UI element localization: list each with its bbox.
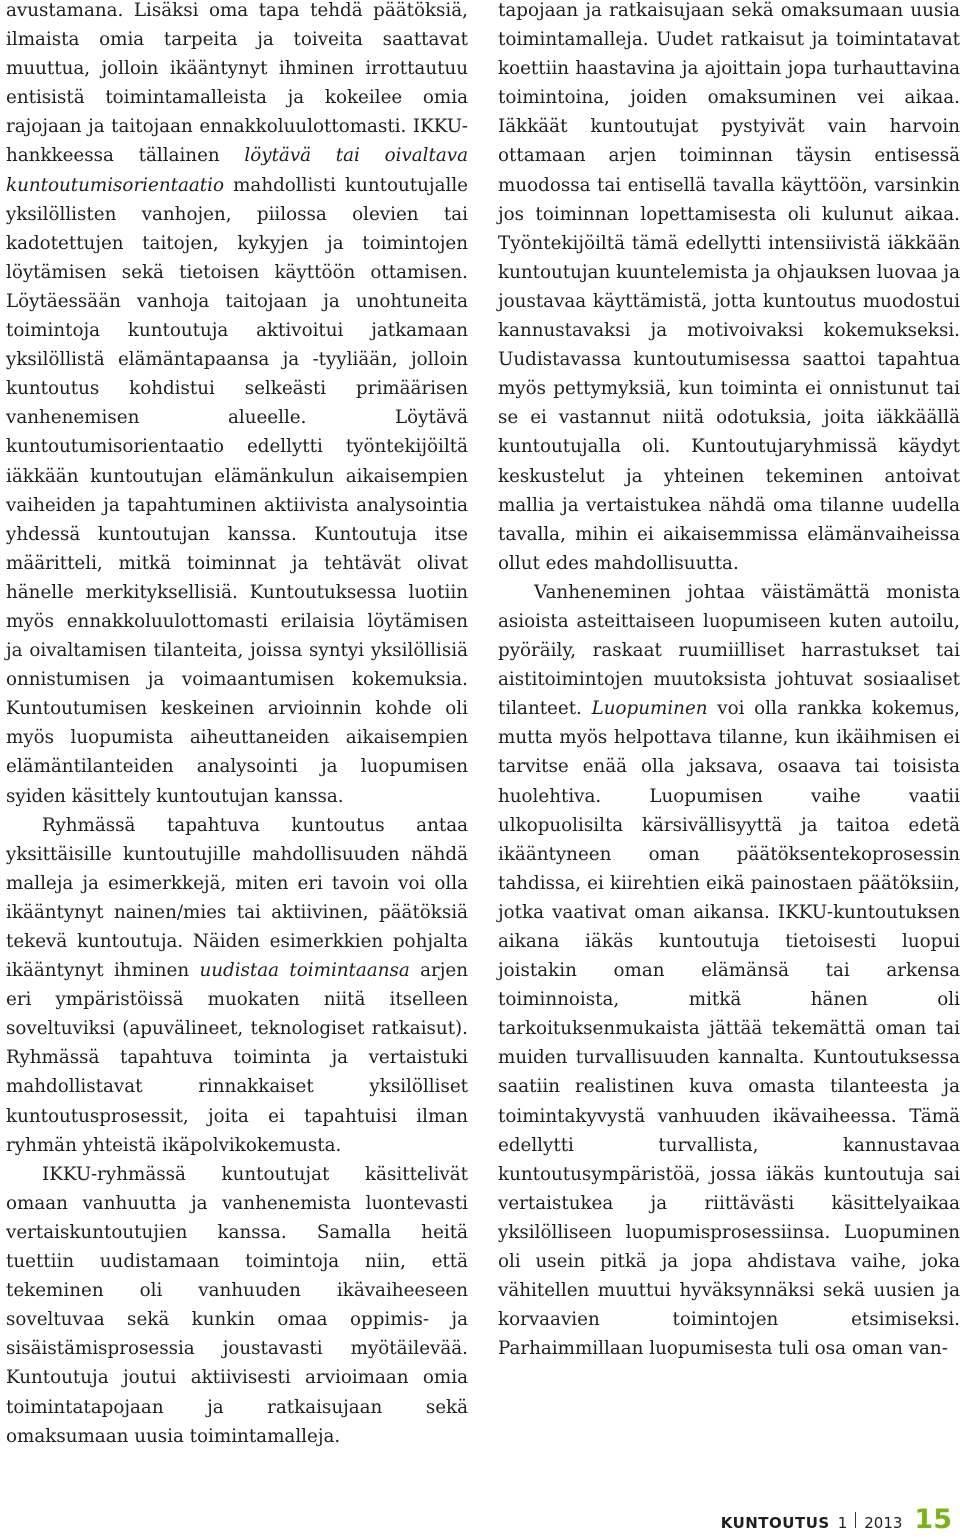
issue-number: 1 (837, 1514, 848, 1532)
paragraph (498, 578, 960, 1364)
italic-term: Luopuminen (591, 698, 708, 720)
left-column (6, 0, 468, 1451)
text-run: tapojaan ja ratkaisujaan sekä omaksumaan uusia toimintamalleja. Uudet ratkaisut ja toimintatavat koettiin haastavina ja ajoittain jopa turhauttavina toimintoina, joiden omaksuminen vei aikaa. Iäkkäät kuntoutujat pystyivät vain harvoin ottamaan arjen toiminnan täysin entisessä muodossa tai entisellä tavalla käyttöön, varsinkin jos toiminnan lopettamisesta oli kulunut aikaa. Työntekijöiltä tämä edellytti intensiivistä iäkkään kuntoutujan kuuntelemista ja ohjauksen luovaa ja joustavaa käyttämistä, jotta kuntoutus muodostui kannustavaksi ja motivoivaksi kokemukseksi. Uudistavassa kuntoutumisessa saattoi tapahtua myös pettymyksiä, kun toiminta ei onnistunut tai se ei vastannut niitä odotuksia, joita iäkkäällä kuntoutujalla oli. Kuntoutujaryhmissä käydyt keskustelut ja yhteinen tekeminen antoivat mallia ja vertaistukea nähdä oma tilanne uudella tavalla, mihin ei aikaisemmissa elämänvaiheissa ollut edes mahdollisuutta. (498, 0, 960, 574)
italic-term: löytävä tai oivaltava kuntoutumisorientaatio (6, 145, 468, 196)
text-run: arjen eri ympäristöissä muokaten niitä itselleen soveltuviksi (apuvälineet, teknologiset ratkaisut). Ryhmässä tapahtuva toiminta ja vertaistuki mahdollistavat rinnakkaiset yksilölliset kuntoutusprosessit, joita ei tapahtuisi ilman ryhmän yhteistä ikäpolvikokemusta. (6, 960, 468, 1156)
page-number: 15 (914, 1504, 952, 1535)
text-run: mahdollisti kuntoutujalle yksilöllisten vanhojen, piilossa olevien tai kadotettujen taitojen, kykyjen ja toimintojen löytämisen sekä tietoisen käyttöön ottamisen. Löytäessään vanhoja taitojaan ja unohtuneita toimintoja kuntoutuja aktivoitui jatkamaan yksilöllistä elämäntapaansa ja -tyyliään, jolloin kuntoutus kohdistui selkeästi primäärisen vanhenemisen alueelle. Löytävä kuntoutumisorientaatio edellytti työntekijöiltä iäkkään kuntoutujan elämänkulun aikaisempien vaiheiden ja tapahtuminen aktiivista analysointia yhdessä kuntoutujan kanssa. Kuntoutuja itse määritteli, mitkä toiminnat ja tehtävät olivat hänelle merkityksellisiä. Kuntoutuksessa luotiin myös ennakkoluulottomasti erilaisia löytämisen ja oivaltamisen tilanteita, joissa syntyi yksilöllisiä onnistumisen ja voimaantumisen kokemuksia. Kuntoutumisen keskeinen arvioinnin kohde oli myös luopumista aiheuttaneiden aikaisempien elämäntilanteiden analysointi ja luopumisen syiden käsittely kuntoutujan kanssa. (6, 174, 468, 807)
paragraph (498, 0, 960, 578)
issue-year: 2013 (864, 1514, 903, 1532)
text-run: Ryhmässä tapahtuva kuntoutus antaa yksittäisille kuntoutujille mahdollisuuden nähdä malleja ja esimerkkejä, miten eri tavoin voi olla ikääntynyt nainen/mies tai aktiivinen, päätöksiä tekevä kuntoutuja. Näiden esimerkkien pohjalta ikääntynyt ihminen (6, 814, 468, 982)
text-run: IKKU-ryhmässä kuntoutujat käsittelivät omaan vanhuutta ja vanhenemista luontevasti vertaiskuntoutujien kanssa. Samalla heitä tuettiin uudistamaan toimintoja niin, että tekeminen oli vanhuuden ikävaiheeseen soveltuvaa sekä kunkin omaa oppimis- ja sisäistämisprosessia joustavasti myötäilevää. Kuntoutuja joutui aktiivisesti arvioimaan omia toimintatapojaan ja ratkaisujaan sekä omaksumaan uusia toimintamalleja. (6, 1163, 468, 1447)
right-column (498, 0, 960, 1363)
text-run: avustamana. Lisäksi oma tapa tehdä päätöksiä, ilmaista omia tarpeita ja toiveita saattavat muuttua, jolloin ikääntynyt ihminen irrottautuu entisistä toimintamalleista ja kokeilee omia rajojaan ja taitojaan ennakkoluulottomasti. IKKU-hankkeessa tällainen (6, 0, 468, 167)
page-footer (721, 1504, 952, 1535)
text-run: voi olla rankka kokemus, mutta myös helpottava tilanne, kun ikäihmisen ei tarvitse enää olla jaksava, osaava tai toisista huolehtiva. Luopumisen vaihe vaatii ulkopuolisilta kärsivällisyyttä ja taitoa edetä ikääntyneen oman päätöksentekoprosessin tahdissa, ei kiirehtien eikä painostaen päätöksiin, jotka vaativat oman aikansa. IKKU-kuntoutuksen aikana iäkäs kuntoutuja tietoisesti luopui joistakin oman elämänsä tai arkensa toiminnoista, mitkä hänen oli tarkoituksenmukaista jättää tekemättä oman tai muiden turvallisuuden kannalta. Kuntoutuksessa saatiin realistinen kuva omasta tilanteesta ja toimintakyvystä vanhuuden ikävaiheessa. Tämä edellytti turvallista, kannustavaa kuntoutusympäristöä, jossa iäkäs kuntoutuja sai vertaistukea ja riittävästi käsittelyaikaa yksilölliseen luopumisprosessiinsa. Luopuminen oli usein pitkä ja jopa ahdistava vaihe, joka vähitellen muuttui hyväksynnäksi sekä uusien ja korvaavien toimintojen etsimiseksi. Parhaimmillaan luopumisesta tuli osa oman van- (498, 698, 960, 1360)
footer-divider (855, 1512, 856, 1528)
italic-term: uudistaa toimintaansa (199, 960, 410, 982)
paragraph (6, 811, 468, 1160)
paragraph (6, 0, 468, 811)
paragraph (6, 1160, 468, 1451)
magazine-name: KUNTOUTUS (720, 1514, 830, 1532)
text-run: Vanheneminen johtaa väistämättä monista asioista asteittaiseen luopumiseen kuten autoilu, pyöräily, raskaat ruumiilliset harrastukset tai aistitoimintojen muutoksista johtuvat sosiaaliset tilanteet. (498, 581, 960, 720)
